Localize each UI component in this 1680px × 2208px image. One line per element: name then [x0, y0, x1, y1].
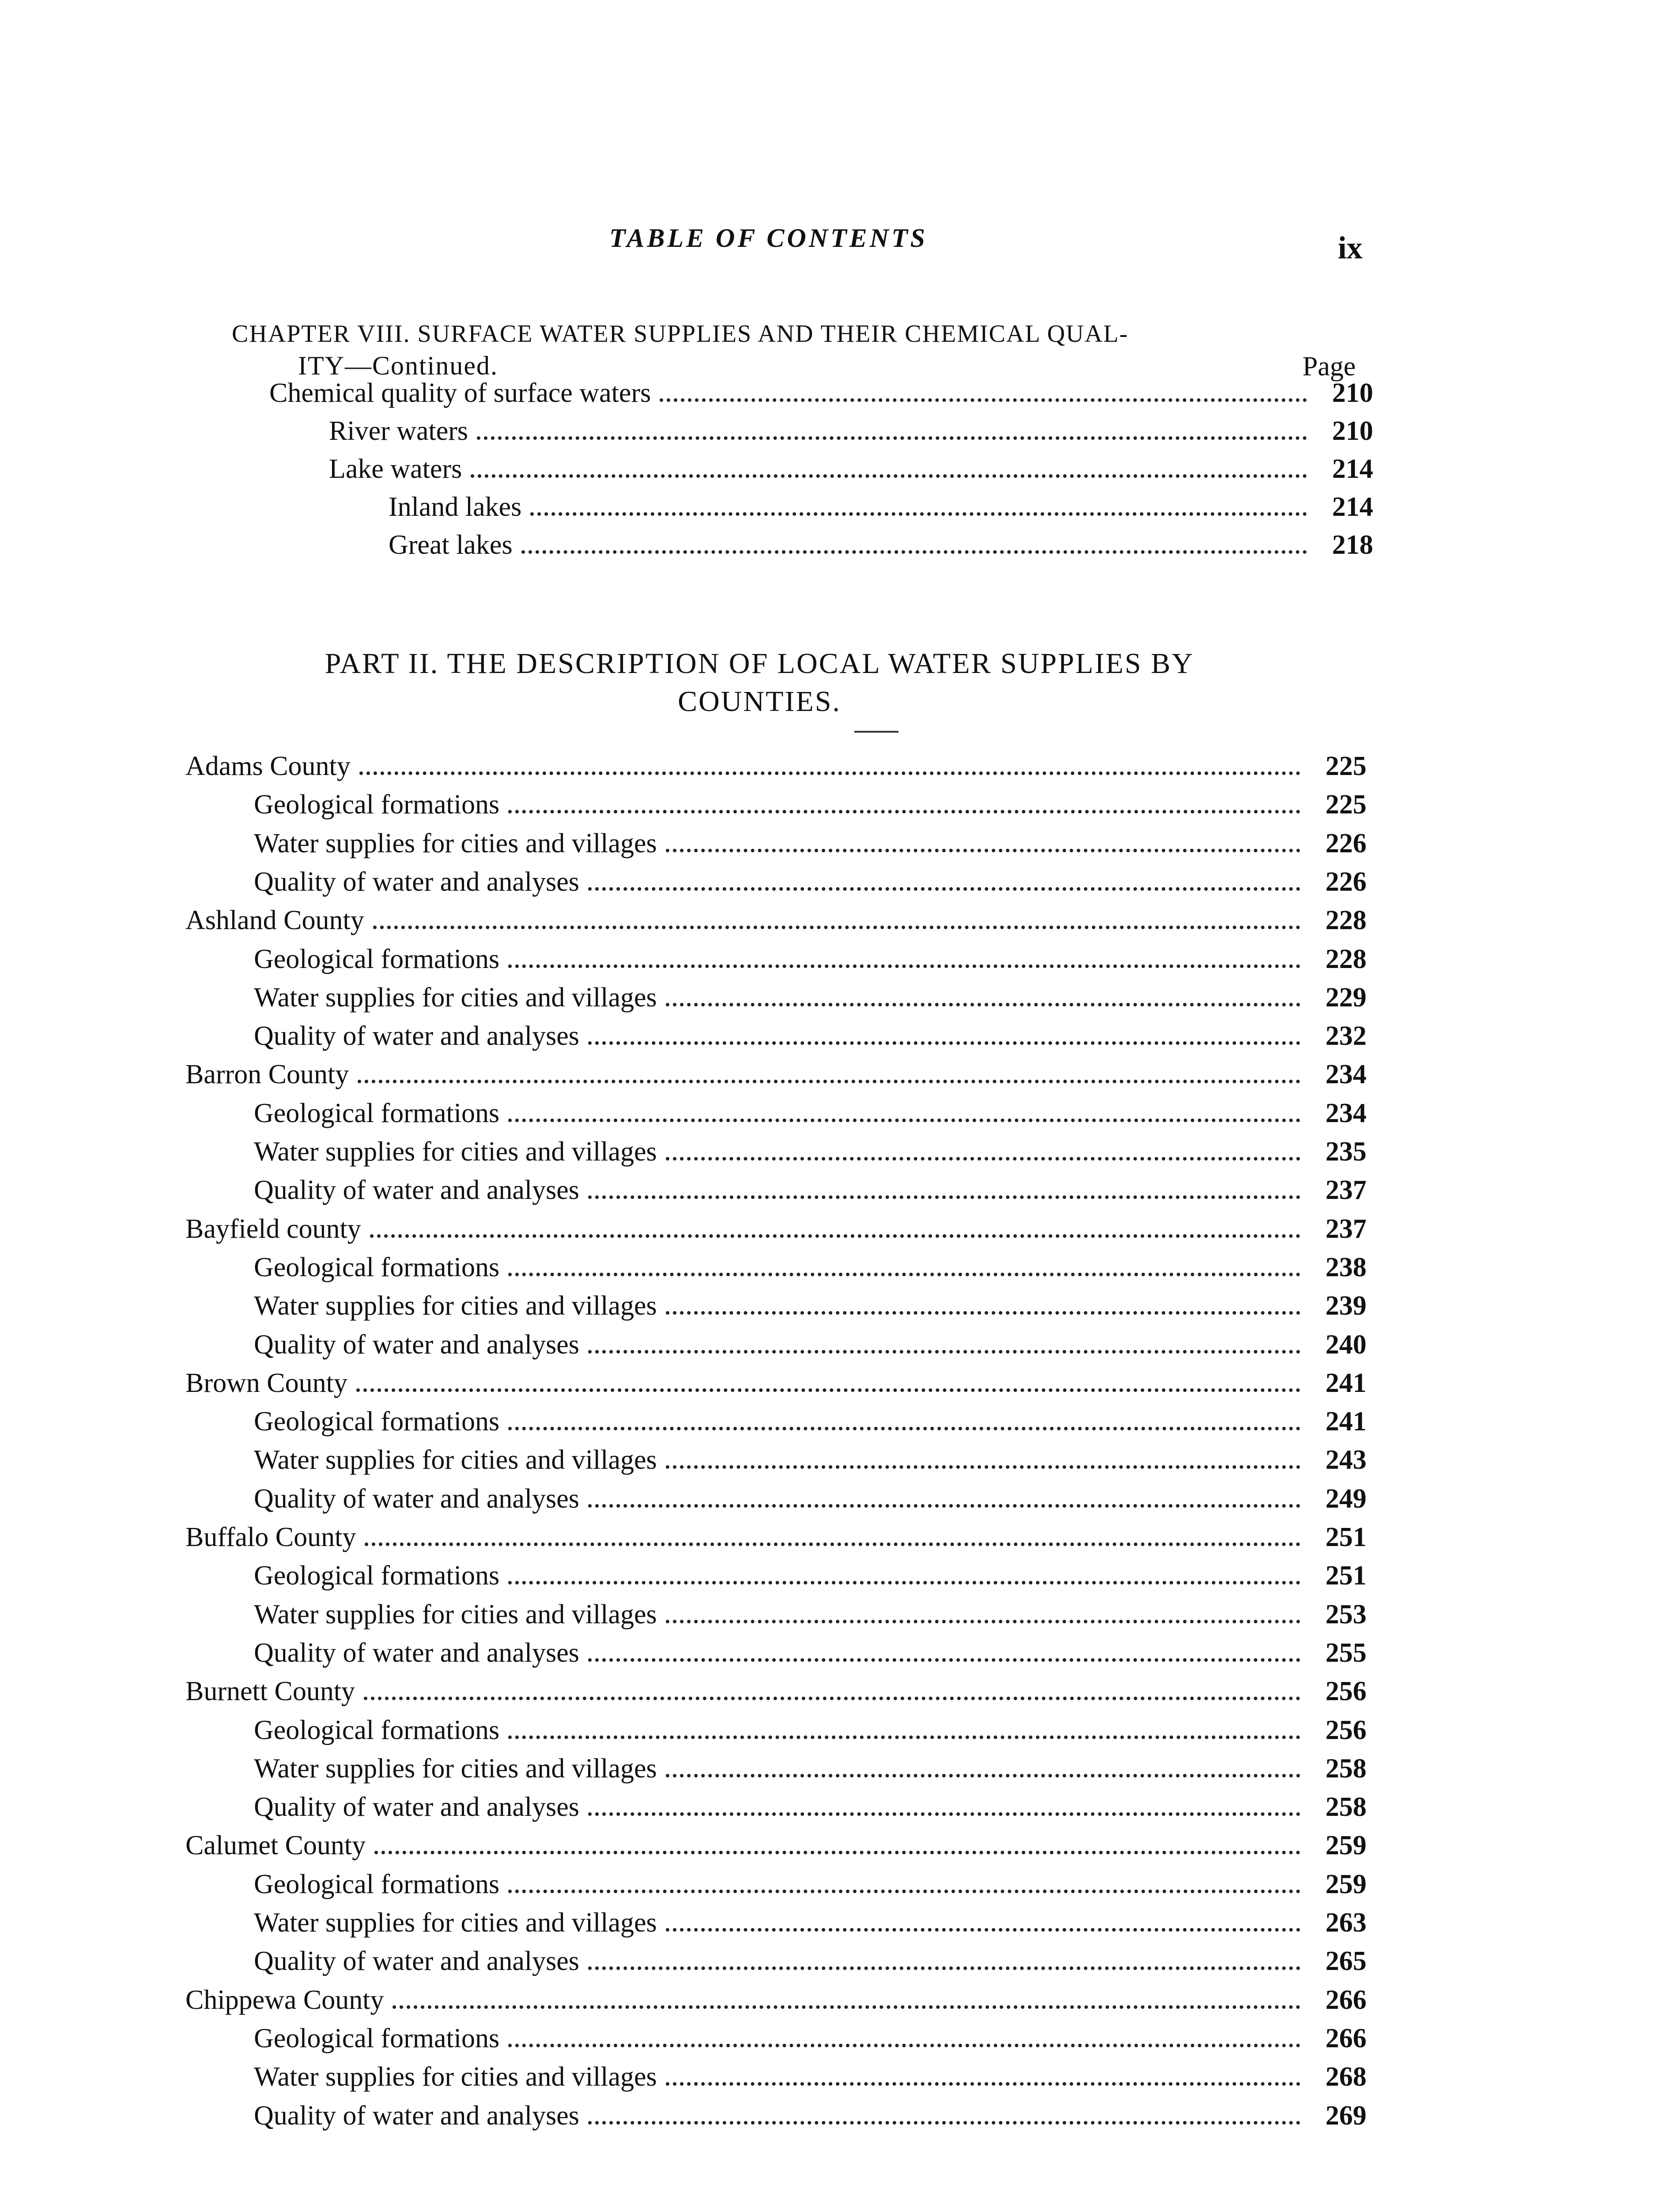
- toc-entry-page: 237: [1325, 1214, 1367, 1244]
- toc-entry-page: 240: [1325, 1329, 1367, 1360]
- dot-leader: [588, 1966, 1300, 1970]
- toc-entry-page: 268: [1325, 2062, 1367, 2092]
- toc-entry-label: Quality of water and analyses: [254, 1946, 579, 1977]
- toc-entry-label: Water supplies for cities and villages: [254, 828, 657, 858]
- toc-entry-page: 255: [1325, 1637, 1367, 1668]
- dot-leader: [508, 1119, 1300, 1122]
- toc-entry-page: 237: [1325, 1175, 1367, 1206]
- toc-entry-label: Water supplies for cities and villages: [254, 1445, 657, 1475]
- county-subsection-entry: [254, 1946, 1367, 1982]
- toc-entry-page: 210: [1332, 416, 1373, 446]
- chapter-toc-entry: [389, 492, 1373, 528]
- county-toc-entry: [185, 905, 1367, 941]
- dot-leader: [471, 474, 1307, 478]
- dot-leader: [508, 1273, 1300, 1276]
- dot-leader: [666, 1928, 1300, 1932]
- toc-entry-page: 226: [1325, 866, 1367, 897]
- county-subsection-entry: [254, 2023, 1367, 2059]
- toc-entry-label: Quality of water and analyses: [254, 1021, 579, 1051]
- county-subsection-entry: [254, 1637, 1367, 1674]
- toc-entry-page: 241: [1325, 1406, 1367, 1437]
- county-subsection-entry: [254, 2061, 1367, 2098]
- dot-leader: [666, 1003, 1300, 1006]
- running-head: TABLE OF CONTENTS: [609, 223, 928, 253]
- part-heading-rule: [854, 731, 899, 733]
- toc-entry-label: Ashland County: [185, 905, 364, 936]
- toc-entry-page: 256: [1325, 1676, 1367, 1707]
- toc-entry-label: Quality of water and analyses: [254, 1175, 579, 1206]
- page-number: ix: [1338, 230, 1363, 265]
- dot-leader: [530, 512, 1307, 516]
- county-subsection-entry: [254, 1406, 1367, 1442]
- toc-entry-page: 225: [1325, 790, 1367, 820]
- dot-leader: [666, 2082, 1300, 2086]
- county-subsection-entry: [254, 1444, 1367, 1481]
- toc-entry-page: 251: [1325, 1522, 1367, 1552]
- county-subsection-entry: [254, 1252, 1367, 1288]
- chapter-heading: [232, 318, 1300, 382]
- toc-entry-page: 256: [1325, 1715, 1367, 1745]
- part-heading-line1: PART II. THE DESCRIPTION OF LOCAL WATER SUPPLIES BY: [325, 647, 1194, 680]
- part-heading: [194, 645, 1325, 721]
- county-toc-entry: [185, 1830, 1367, 1866]
- toc-entry-label: Geological formations: [254, 944, 500, 974]
- county-subsection-entry: [254, 1021, 1367, 1057]
- county-subsection-entry: [254, 1098, 1367, 1134]
- toc-entry-label: Chemical quality of surface waters: [269, 378, 651, 408]
- toc-entry-page: 249: [1325, 1483, 1367, 1514]
- toc-entry-page: 239: [1325, 1291, 1367, 1321]
- toc-entry-page: 259: [1325, 1830, 1367, 1861]
- toc-entry-page: 258: [1325, 1792, 1367, 1822]
- dot-leader: [588, 1658, 1300, 1662]
- dot-leader: [359, 771, 1300, 775]
- toc-entry-page: 266: [1325, 2023, 1367, 2053]
- toc-entry-page: 263: [1325, 1908, 1367, 1938]
- dot-leader: [666, 1157, 1300, 1161]
- toc-entry-label: Water supplies for cities and villages: [254, 982, 657, 1013]
- toc-entry-page: 210: [1332, 378, 1373, 408]
- toc-entry-label: Quality of water and analyses: [254, 866, 579, 897]
- county-subsection-entry: [254, 1715, 1367, 1751]
- dot-leader: [666, 1465, 1300, 1469]
- toc-entry-label: Quality of water and analyses: [254, 1637, 579, 1668]
- chapter-toc-entry: [269, 378, 1373, 414]
- toc-entry-page: 253: [1325, 1599, 1367, 1630]
- page-column-label: Page: [1302, 352, 1356, 382]
- toc-entry-label: Water supplies for cities and villages: [254, 1753, 657, 1784]
- toc-entry-label: Barron County: [185, 1059, 349, 1090]
- toc-entry-label: Water supplies for cities and villages: [254, 1291, 657, 1321]
- toc-entry-label: Quality of water and analyses: [254, 1792, 579, 1822]
- dot-leader: [508, 1735, 1300, 1739]
- chapter-heading-line2: ITY—Continued.: [298, 351, 498, 380]
- dot-leader: [588, 1812, 1300, 1816]
- county-toc-entry: [185, 1985, 1367, 2021]
- part-heading-line2: COUNTIES.: [678, 685, 841, 718]
- toc-entry-label: Water supplies for cities and villages: [254, 2062, 657, 2092]
- chapter-heading-line1: CHAPTER VIII. SURFACE WATER SUPPLIES AND THEIR CHEMICAL QUAL-: [232, 320, 1129, 348]
- dot-leader: [666, 849, 1300, 852]
- toc-entry-label: Adams County: [185, 751, 351, 781]
- county-toc-entry: [185, 1368, 1367, 1404]
- toc-entry-label: Burnett County: [185, 1676, 355, 1707]
- toc-entry-page: 229: [1325, 982, 1367, 1013]
- toc-entry-page: 226: [1325, 828, 1367, 858]
- dot-leader: [588, 1041, 1300, 1045]
- county-toc-entry: [185, 1522, 1367, 1558]
- dot-leader: [393, 2005, 1300, 2009]
- chapter-toc-entry: [329, 454, 1373, 490]
- toc-entry-label: Geological formations: [254, 1252, 500, 1282]
- dot-leader: [364, 1697, 1300, 1700]
- toc-entry-page: 258: [1325, 1753, 1367, 1784]
- toc-entry-label: Geological formations: [254, 2023, 500, 2053]
- county-subsection-entry: [254, 1599, 1367, 1635]
- county-subsection-entry: [254, 2100, 1367, 2136]
- dot-leader: [508, 1890, 1300, 1893]
- county-subsection-entry: [254, 828, 1367, 864]
- toc-entry-label: Lake waters: [329, 454, 462, 484]
- dot-leader: [508, 1581, 1300, 1584]
- dot-leader: [588, 1195, 1300, 1199]
- dot-leader: [374, 1851, 1300, 1854]
- toc-entry-page: 214: [1332, 492, 1373, 522]
- toc-entry-label: Geological formations: [254, 1406, 500, 1437]
- dot-leader: [588, 2121, 1300, 2125]
- county-subsection-entry: [254, 1560, 1367, 1596]
- dot-leader: [588, 1504, 1300, 1508]
- dot-leader: [666, 1774, 1300, 1777]
- toc-entry-page: 265: [1325, 1946, 1367, 1977]
- toc-entry-label: Geological formations: [254, 1561, 500, 1591]
- dot-leader: [588, 887, 1300, 891]
- toc-entry-label: Buffalo County: [185, 1522, 356, 1552]
- county-toc-entry: [185, 1214, 1367, 1250]
- toc-entry-page: 241: [1325, 1368, 1367, 1398]
- toc-entry-page: 243: [1325, 1445, 1367, 1475]
- toc-entry-label: Quality of water and analyses: [254, 1329, 579, 1360]
- toc-entry-page: 232: [1325, 1021, 1367, 1051]
- toc-entry-page: 266: [1325, 1985, 1367, 2015]
- county-subsection-entry: [254, 982, 1367, 1018]
- county-subsection-entry: [254, 1907, 1367, 1943]
- toc-entry-label: Brown County: [185, 1368, 347, 1398]
- county-subsection-entry: [254, 866, 1367, 903]
- dot-leader: [588, 1350, 1300, 1354]
- dot-leader: [508, 810, 1300, 813]
- county-subsection-entry: [254, 1136, 1367, 1172]
- toc-entry-label: Geological formations: [254, 1098, 500, 1128]
- toc-entry-label: Chippewa County: [185, 1985, 384, 2015]
- dot-leader: [508, 964, 1300, 968]
- toc-entry-label: Calumet County: [185, 1830, 366, 1861]
- toc-entry-label: Geological formations: [254, 1715, 500, 1745]
- county-subsection-entry: [254, 944, 1367, 980]
- dot-leader: [508, 2044, 1300, 2047]
- dot-leader: [373, 926, 1300, 929]
- county-toc-entry: [185, 751, 1367, 787]
- dot-leader: [666, 1620, 1300, 1623]
- toc-entry-page: 234: [1325, 1098, 1367, 1128]
- toc-entry-page: 218: [1332, 530, 1373, 560]
- toc-entry-label: Geological formations: [254, 790, 500, 820]
- county-subsection-entry: [254, 1792, 1367, 1828]
- dot-leader: [521, 550, 1307, 554]
- toc-entry-label: Quality of water and analyses: [254, 1483, 579, 1514]
- dot-leader: [370, 1234, 1300, 1238]
- chapter-toc-entry: [389, 529, 1373, 566]
- toc-entry-page: 214: [1332, 454, 1373, 484]
- toc-entry-label: Geological formations: [254, 1869, 500, 1899]
- chapter-toc-entry: [329, 416, 1373, 452]
- dot-leader: [508, 1427, 1300, 1430]
- toc-entry-page: 251: [1325, 1561, 1367, 1591]
- toc-entry-label: Great lakes: [389, 530, 513, 560]
- toc-entry-page: 228: [1325, 944, 1367, 974]
- toc-entry-page: 228: [1325, 905, 1367, 936]
- county-subsection-entry: [254, 1483, 1367, 1520]
- county-subsection-entry: [254, 1329, 1367, 1365]
- toc-entry-label: Bayfield county: [185, 1214, 361, 1244]
- toc-entry-page: 238: [1325, 1252, 1367, 1282]
- county-toc-entry: [185, 1059, 1367, 1095]
- dot-leader: [358, 1080, 1300, 1083]
- toc-entry-label: Inland lakes: [389, 492, 522, 522]
- county-subsection-entry: [254, 789, 1367, 825]
- dot-leader: [356, 1388, 1300, 1392]
- county-subsection-entry: [254, 1753, 1367, 1789]
- toc-entry-page: 259: [1325, 1869, 1367, 1899]
- county-subsection-entry: [254, 1175, 1367, 1211]
- toc-entry-page: 269: [1325, 2100, 1367, 2131]
- toc-entry-label: Water supplies for cities and villages: [254, 1908, 657, 1938]
- toc-entry-page: 225: [1325, 751, 1367, 781]
- county-subsection-entry: [254, 1869, 1367, 1905]
- dot-leader: [666, 1311, 1300, 1315]
- toc-entry-label: Water supplies for cities and villages: [254, 1599, 657, 1630]
- county-subsection-entry: [254, 1290, 1367, 1327]
- dot-leader: [365, 1543, 1300, 1546]
- toc-entry-page: 235: [1325, 1137, 1367, 1167]
- toc-entry-label: Quality of water and analyses: [254, 2100, 579, 2131]
- toc-entry-page: 234: [1325, 1059, 1367, 1090]
- toc-entry-label: River waters: [329, 416, 468, 446]
- toc-entry-label: Water supplies for cities and villages: [254, 1137, 657, 1167]
- dot-leader: [660, 398, 1307, 402]
- county-toc-entry: [185, 1676, 1367, 1712]
- dot-leader: [477, 436, 1307, 440]
